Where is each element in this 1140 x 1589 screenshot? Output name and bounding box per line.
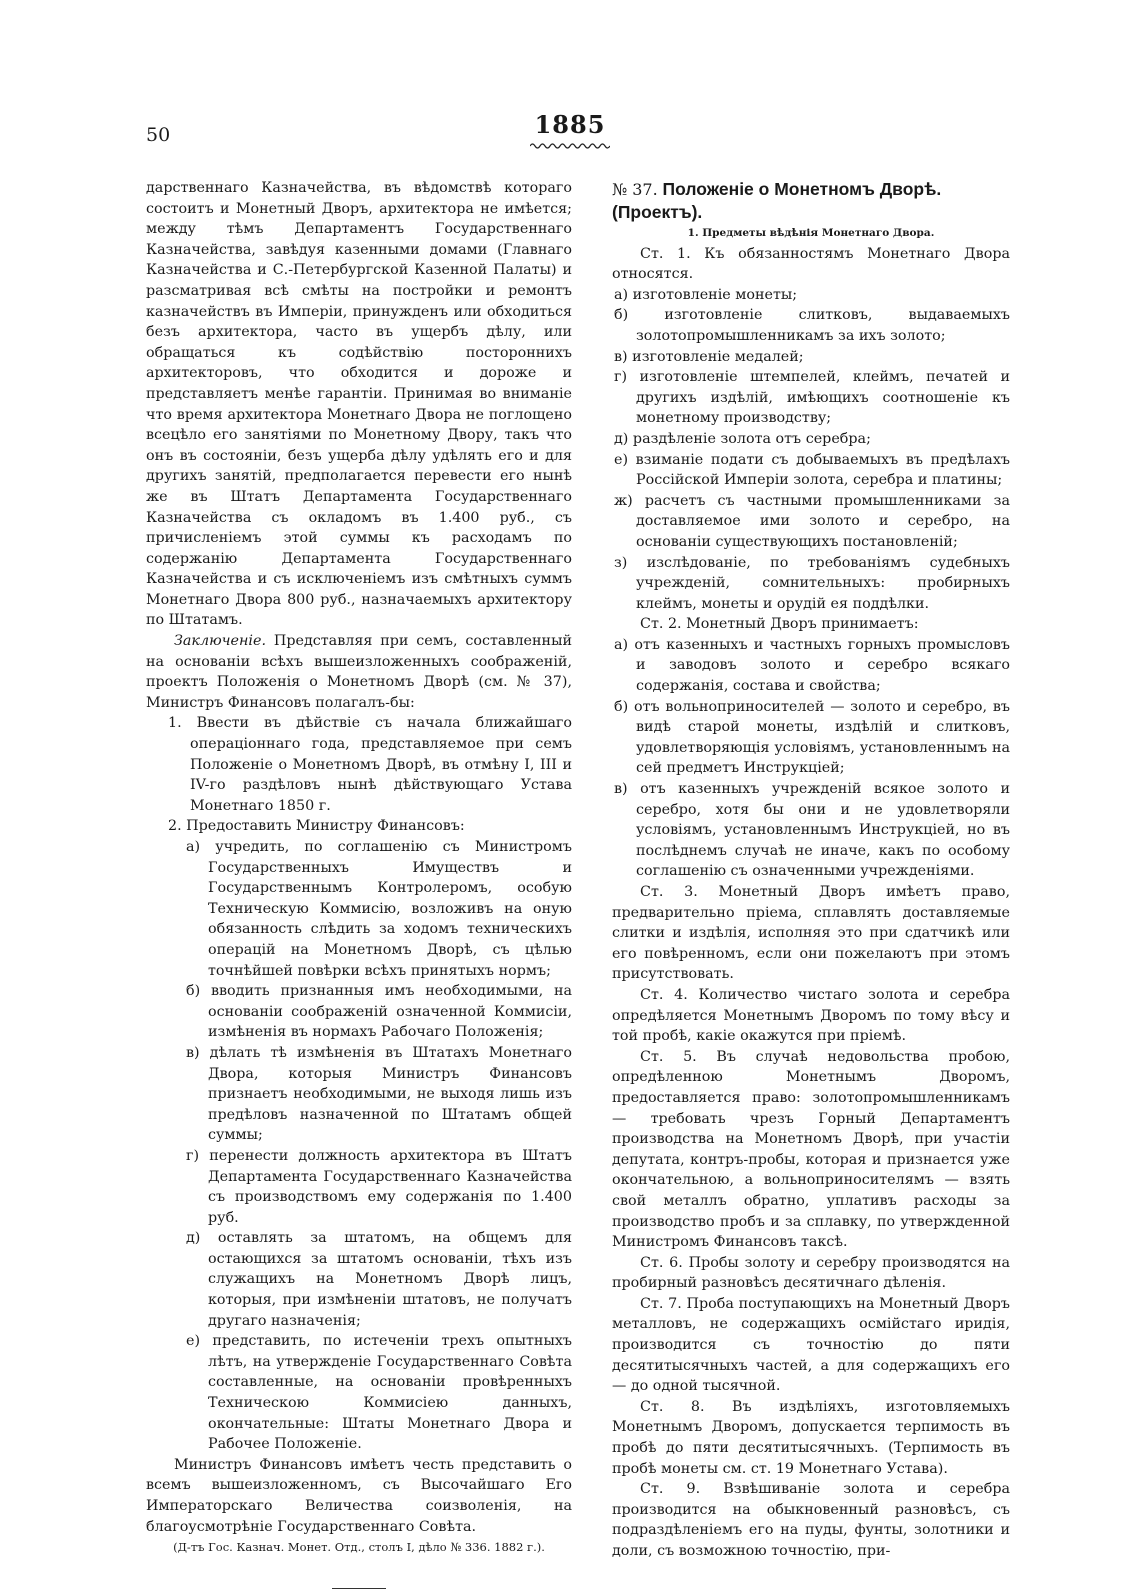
- decorative-wavy-rule: [530, 142, 610, 150]
- sub-list-item: а) учредить, по соглашенію съ Министромъ Государственныхъ Имуществъ и Государственнымъ Контролеромъ, особую Техническую Коммисію, возложивъ на оную обязанность слѣдить за ходомъ техническихъ операцій на Монетномъ Дворѣ, съ цѣлью точнѣйшей повѣрки всѣхъ принятыхъ нормъ;: [186, 839, 572, 979]
- article-item: е) взиманіе подати съ добываемыхъ въ предѣлахъ Россійской Имперіи золота, серебра и платины;: [614, 451, 1010, 489]
- conclusion-text: Представляя при семъ, составленный на основаніи всѣхъ вышеизложенныхъ соображеній, проектъ Положенія о Монетномъ Дворѣ (см. № 37), Министръ Финансовъ полагалъ-бы:: [146, 633, 572, 711]
- left-column: [146, 178, 572, 1589]
- article: Ст. 8. Въ издѣліяхъ, изготовляемыхъ Монетнымъ Дворомъ, допускается терпимость въ пробѣ до пяти десятитысячныхъ. (Терпимость въ пробѣ монеты см. ст. 19 Монетнаго Устава).: [612, 1398, 1010, 1477]
- paragraph: дарственнаго Казначейства, въ вѣдомствѣ котораго состоитъ и Монетный Дворъ, архитектора не имѣется; между тѣмъ Департаментъ Государственнаго Казначейства, завѣдуя казенными домами (Главнаго Казначейства и С.-Петербургской Казенной Палаты) и разсматривая всѣ смѣты на постройки и ремонтъ казначействъ въ Имперіи, принужденъ или обходиться безъ архитектора, часто въ ущербъ дѣлу, или обращаться къ содѣйствію постороннихъ архитекторовъ, что обходится и дороже и представляетъ менѣе гарантіи. Принимая во вниманіе что время архитектора Монетнаго Двора не поглощено всецѣло его занятіями по Монетному Двору, такъ что онъ въ состояніи, безъ ущерба дѣлу удѣлять его и для другихъ занятій, предполагается перевести его нынѣ же въ Штатъ Департамента Государственнаго Казначейства съ окладомъ въ 1.400 руб., съ причисленіемъ этой суммы къ расходамъ по содержанію Департамента Государственнаго Казначейства и съ исключеніемъ изъ смѣтныхъ суммъ Монетнаго Двора 800 руб., назначаемыхъ архитектору по Штатамъ.: [146, 180, 572, 629]
- article: Ст. 4. Количество чистаго золота и серебра опредѣляется Монетнымъ Дворомъ по тому вѣсу и той пробѣ, какіе окажутся при пріемѣ.: [612, 986, 1010, 1045]
- final-paragraph: Министръ Финансовъ имѣетъ честь представить о всемъ вышеизложенномъ, съ Высочайшаго Его Императорскаго Величества соизволенія, на благоусмотрѣніе Государственнаго Совѣта.: [146, 1456, 572, 1535]
- list-item: 1. Ввести въ дѣйствіе съ начала ближайшаго операціоннаго года, представляемое при семъ Положеніе о Монетномъ Дворѣ, въ отмѣну I, III и IV-го раздѣловъ нынѣ дѣйствующаго Устава Монетнаго 1850 г.: [168, 715, 572, 814]
- page-year-header: 1885: [534, 110, 606, 139]
- conclusion-paragraph: [146, 631, 572, 713]
- sub-list-item: б) вводить признанныя имъ необходимыми, на основаніи соображеній означенной Коммисіи, измѣненія въ нормахъ Рабочаго Положенія;: [186, 983, 572, 1041]
- source-reference: (Д-тъ Гос. Казнач. Монет. Отд., столъ I, дѣло № 336. 1882 г.).: [173, 1540, 545, 1555]
- article-item: б) отъ вольноприносителей — золото и серебро, въ видѣ старой монеты, издѣлій и слитковъ, удовлетворяющія условіямъ, установленнымъ на сей предметъ Инструкціей;: [614, 698, 1010, 777]
- page-number: 50: [146, 124, 171, 146]
- article: Ст. 3. Монетный Дворъ имѣетъ право, предварительно пріема, сплавлять доставляемые слитки и издѣлія, исполняя это при сдатчикѣ или его повѣренномъ, если они пожелаютъ при этомъ присутствовать.: [612, 884, 1010, 983]
- article: Ст. 5. Въ случаѣ недовольства пробою, опредѣленною Монетнымъ Дворомъ, предоставляется право: золотопромышленникамъ — требовать чрезъ Горный Департаментъ производства на Монетномъ Дворѣ, при участіи депутата, контръ-пробы, которая и признается уже окончательною, а вольноприносителямъ — взять свой металлъ обратно, уплативъ расходы за производство пробъ и за сплавку, по утвержденной Министромъ Финансовъ таксѣ.: [612, 1048, 1010, 1251]
- article-item: а) изготовленіе монеты;: [614, 286, 798, 303]
- article-item: ж) расчетъ съ частными промышленниками за доставляемое ими золото и серебро, на основаніи существующихъ постановленій;: [614, 492, 1010, 550]
- article-item: а) отъ казенныхъ и частныхъ горныхъ промысловъ и заводовъ золото и серебро всякаго содержанія, состава и свойства;: [614, 636, 1010, 695]
- sub-list-item: г) перенести должность архитектора въ Штатъ Департамента Государственнаго Казначейства съ производствомъ ему содержанія по 1.400 руб.: [186, 1147, 572, 1226]
- article: Ст. 2. Монетный Дворъ принимаетъ:: [640, 616, 919, 633]
- sub-list-item: д) оставлять за штатомъ, на общемъ для остающихся за штатомъ основаніи, тѣхъ изъ служащихъ на Монетномъ Дворѣ лицъ, которыя, при измѣненіи штатовъ, не получатъ другаго назначенія;: [186, 1230, 572, 1329]
- article: Ст. 6. Пробы золоту и серебру производятся на пробирный разновѣсъ десятичнаго дѣленія.: [612, 1254, 1010, 1292]
- conclusion-label: Заключеніе.: [174, 633, 267, 650]
- article: Ст. 9. Взвѣшиваніе золота и серебра производится на обыкновенный разновѣсъ, съ подраздѣленіемъ его на пуды, фунты, золотники и доли, съ возможною точностію, при-: [612, 1481, 1010, 1559]
- sub-list-item: в) дѣлать тѣ измѣненія въ Штатахъ Монетнаго Двора, которыя Министръ Финансовъ признаетъ необходимыми, не выходя лишь изъ предѣловъ назначенной по Штатамъ общей суммы;: [186, 1044, 572, 1144]
- list-item: 2. Предоставить Министру Финансовъ:: [168, 818, 465, 835]
- document-title: [612, 178, 1010, 223]
- sub-list-item: е) представить, по истеченіи трехъ опытныхъ лѣтъ, на утвержденіе Государственнаго Совѣта составленные, на основаніи провѣренныхъ Техническою Коммисіею данныхъ, окончательные: Штаты Монетнаго Двора и Рабочее Положеніе.: [186, 1333, 572, 1453]
- right-column: [612, 178, 1010, 1562]
- section-title: 1. Предметы вѣдѣнія Монетнаго Двора.: [687, 227, 935, 239]
- article-item: д) раздѣленіе золота отъ серебра;: [614, 430, 871, 447]
- article: Ст. 1. Къ обязанностямъ Монетнаго Двора относятся.: [612, 245, 1010, 283]
- article-item: з) изслѣдованіе, по требованіямъ судебныхъ учрежденій, сомнительныхъ: пробирныхъ клеймъ, монеты и орудій ея поддѣлки.: [614, 554, 1010, 612]
- article-item: в) отъ казенныхъ учрежденій всякое золото и серебро, хотя бы они и не удовлетворяли условіямъ, установленнымъ Инструкціей, но въ послѣднемъ случаѣ не иначе, какъ по особому соглашенію съ означенными учрежденіями.: [614, 781, 1010, 880]
- article-item: б) изготовленіе слитковъ, выдаваемыхъ золотопромышленникамъ за ихъ золото;: [614, 307, 1010, 344]
- document-number: № 37.: [612, 180, 658, 199]
- document-title-text: Положеніе о Монетномъ Дворѣ. (Проектъ).: [612, 179, 942, 222]
- article: Ст. 7. Проба поступающихъ на Монетный Дворъ металловъ, не содержащихъ осмійстаго иридія, производится съ точностію до пяти десятитысячныхъ частей, а для содержащихъ его — до одной тысячной.: [612, 1295, 1010, 1395]
- article-item: г) изготовленіе штемпелей, клеймъ, печатей и другихъ издѣлій, имѣющихъ соотношеніе къ монетному производству;: [614, 369, 1010, 427]
- article-item: в) изготовленіе медалей;: [614, 348, 804, 365]
